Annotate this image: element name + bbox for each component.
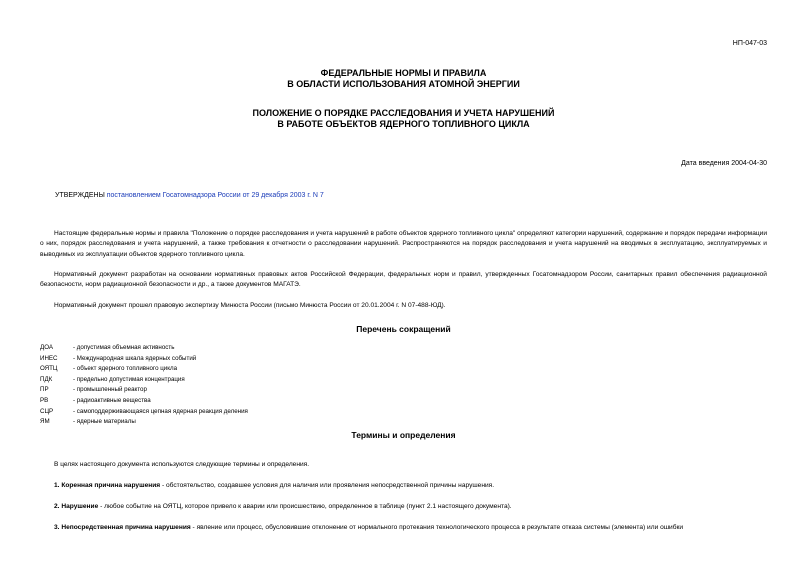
abbr-code: ОЯТЦ — [40, 365, 58, 373]
effective-date: Дата введения 2004-04-30 — [681, 160, 767, 167]
abbr-code: СЦР — [40, 407, 54, 415]
abbreviations-title: Перечень сокращений — [356, 324, 451, 334]
terms-title: Термины и определения — [351, 430, 456, 440]
title-line-1: ФЕДЕРАЛЬНЫЕ НОРМЫ И ПРАВИЛА — [320, 68, 487, 78]
abbr-desc: - ядерные материалы — [73, 418, 136, 426]
term-2 — [54, 502, 767, 512]
term-2-definition: - любое событие на ОЯТЦ, которое привело к аварии или происшествию, определенное в таблице (пункт 2.1 настоящего документа). — [98, 503, 512, 510]
abbr-desc: - промышленный реактор — [73, 386, 147, 394]
approved-label: УТВЕРЖДЕНЫ — [55, 192, 105, 199]
abbreviations-list — [40, 343, 248, 428]
approval-decree-link[interactable]: постановлением Госатомнадзора России от 29 декабря 2003 г. N 7 — [106, 192, 324, 199]
approval-line — [55, 192, 324, 199]
list-item — [40, 407, 248, 418]
term-1 — [54, 481, 767, 491]
subtitle-line-2: В РАБОТЕ ОБЪЕКТОВ ЯДЕРНОГО ТОПЛИВНОГО ЦИКЛА — [277, 119, 530, 129]
abbr-code: ДОА — [40, 344, 53, 351]
list-item — [40, 375, 248, 386]
abbr-desc: - предельно допустимая концентрация — [73, 375, 185, 383]
abbr-code: ПДК — [40, 375, 53, 383]
abbr-code: РВ — [40, 396, 49, 404]
term-3-definition: - явление или процесс, обусловившие отклонение от нормального протекания технологического процесса в результате отказа системы (элемента) или ошибки — [190, 524, 684, 531]
abbr-code: ИНЕС — [40, 354, 58, 362]
intro-paragraph-2: Нормативный документ разработан на основании нормативных правовых актов Российской Федерации, федеральных норм и правил, утвержденных Госатомнадзором России, санитарных правил обеспечения радиационной безопасности, норм радиационной безопасности и др., а также документов МАГАТЭ. — [40, 271, 767, 289]
list-item — [40, 364, 248, 375]
term-1-definition: - обстоятельство, создавшее условия для наличия или проявления непосредственной причины нарушения. — [160, 482, 495, 489]
document-number: НП-047-03 — [732, 40, 767, 47]
list-item — [40, 343, 248, 354]
list-item — [40, 354, 248, 365]
intro-paragraph-3: Нормативный документ прошел правовую экспертизу Минюста России (письмо Минюста России от 20.01.2004 г. N 07-488-ЮД). — [54, 302, 446, 309]
list-item — [40, 385, 248, 396]
title-line-2: В ОБЛАСТИ ИСПОЛЬЗОВАНИЯ АТОМНОЙ ЭНЕРГИИ — [287, 79, 520, 89]
abbr-code: ЯМ — [40, 418, 50, 426]
term-2-name: 2. Нарушение — [54, 503, 99, 510]
terms-intro: В целях настоящего документа используются следующие термины и определения. — [54, 461, 310, 468]
subtitle-line-1: ПОЛОЖЕНИЕ О ПОРЯДКЕ РАССЛЕДОВАНИЯ И УЧЕТА НАРУШЕНИЙ — [252, 108, 555, 118]
term-3 — [54, 523, 767, 533]
abbr-code: ПР — [40, 386, 49, 394]
list-item — [40, 417, 248, 428]
document-title — [0, 68, 807, 90]
term-3-name: 3. Непосредственная причина нарушения — [54, 524, 191, 531]
abbr-desc: - Международная шкала ядерных событий — [73, 354, 197, 362]
term-1-name: 1. Коренная причина нарушения — [54, 482, 161, 489]
abbr-desc: - допустимая объемная активность — [73, 344, 175, 351]
abbr-desc: - радиоактивные вещества — [73, 396, 151, 404]
abbr-desc: - объект ядерного топливного цикла — [73, 365, 178, 373]
list-item — [40, 396, 248, 407]
intro-paragraph-1: Настоящие федеральные нормы и правила "Положение о порядке расследования и учета нарушений в работе объектов ядерного топливного цикла" определяют категории нарушений, содержание и порядок передачи информации о них, порядок расследования и учета нарушений, а также требования к отчетности о расследовании нарушений. Распространяются на порядок расследования и учета нарушений на вводимых в эксплуатацию, эксплуатируемых и выводимых из эксплуатации объектов ядерного топливного цикла. — [40, 230, 767, 258]
document-subtitle — [0, 108, 807, 130]
abbr-desc: - самоподдерживающаяся цепная ядерная реакция деления — [73, 407, 248, 415]
